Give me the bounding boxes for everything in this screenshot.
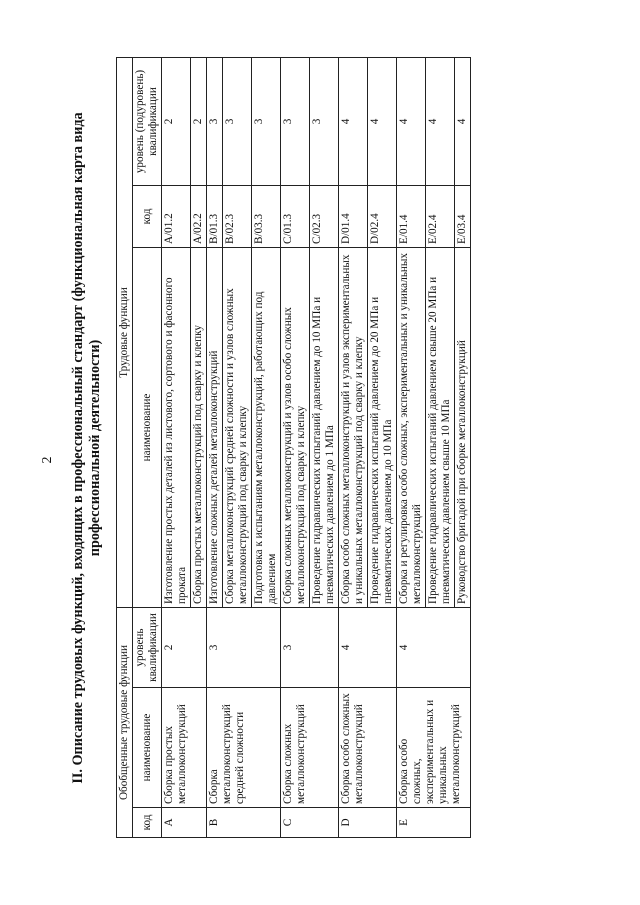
function-name: Проведение гидравлических испытаний давлением до 10 МПа и пневматических давлением до 1 МПа [310, 248, 339, 608]
function-sublevel: 4 [368, 58, 397, 186]
group-code: A [162, 808, 207, 838]
function-code: D/02.4 [368, 186, 397, 248]
function-code: D/01.4 [339, 186, 368, 248]
table-body [162, 58, 471, 838]
function-name: Сборка простых металлоконструкций под сварку и клепку [191, 248, 207, 608]
function-code: E/02.4 [426, 186, 455, 248]
function-name: Сборка особо сложных металлоконструкций и узлов экспериментальных и уникальных металлоконструкций под сварку и клепку [339, 248, 368, 608]
table-row [397, 58, 426, 838]
table-row [162, 58, 191, 838]
function-code: B/02.3 [223, 186, 252, 248]
functional-map-table [116, 57, 471, 838]
function-sublevel: 4 [455, 58, 471, 186]
page-number: 2 [40, 456, 55, 464]
group-code: B [207, 808, 281, 838]
table-row [207, 58, 223, 838]
group-name: Сборка особо сложных, экспериментальных и уникальных металлоконструкций [397, 688, 471, 808]
function-code: A/02.2 [191, 186, 207, 248]
function-sublevel: 2 [162, 58, 191, 186]
header-level: уровень квалификации [133, 608, 162, 688]
group-code: D [339, 808, 397, 838]
function-name: Подготовка к испытаниям металлоконструкций, работающих под давлением [252, 248, 281, 608]
group-name: Сборка особо сложных металлоконструкций [339, 688, 397, 808]
function-name: Сборка металлоконструкций средней сложности и узлов сложных металлоконструкций под сварку и клепку [223, 248, 252, 608]
header-function-code: код [133, 186, 162, 248]
function-sublevel: 3 [281, 58, 310, 186]
header-code: код [133, 808, 162, 838]
function-sublevel: 4 [426, 58, 455, 186]
table-row [281, 58, 310, 838]
function-sublevel: 3 [223, 58, 252, 186]
function-name: Руководство бригадой при сборке металлоконструкций [455, 248, 471, 608]
function-name: Сборка сложных металлоконструкций и узлов особо сложных металлоконструкций под сварку и клепку [281, 248, 310, 608]
header-labor: Трудовые функции [117, 58, 133, 608]
group-code: C [281, 808, 339, 838]
function-name: Проведение гидравлических испытаний давлением до 20 МПа и пневматических давлением до 10 МПа [368, 248, 397, 608]
function-name: Проведение гидравлических испытаний давлением свыше 20 МПа и пневматических давлением свыше 10 МПа [426, 248, 455, 608]
group-name: Сборка простых металлоконструкций [162, 688, 207, 808]
header-name: наименование [133, 688, 162, 808]
function-sublevel: 4 [339, 58, 368, 186]
group-level: 2 [162, 608, 207, 688]
function-name: Изготовление простых деталей из листового, сортового и фасонного проката [162, 248, 191, 608]
function-sublevel: 3 [310, 58, 339, 186]
function-name: Изготовление сложных деталей металлоконструкций [207, 248, 223, 608]
group-level: 3 [281, 608, 339, 688]
header-sublevel: уровень (подуровень) квалификации [133, 58, 162, 186]
function-code: B/01.3 [207, 186, 223, 248]
group-level: 4 [339, 608, 397, 688]
group-name: Сборка сложных металлоконструкций [281, 688, 339, 808]
group-level: 4 [397, 608, 471, 688]
function-name: Сборка и регулировка особо сложных, экспериментальных и уникальных металлоконструкций [397, 248, 426, 608]
group-level: 3 [207, 608, 281, 688]
table-row [339, 58, 368, 838]
function-code: E/03.4 [455, 186, 471, 248]
function-code: C/01.3 [281, 186, 310, 248]
group-code: E [397, 808, 471, 838]
function-code: A/01.2 [162, 186, 191, 248]
function-sublevel: 2 [191, 58, 207, 186]
header-function-name: наименование [133, 248, 162, 608]
function-code: C/02.3 [310, 186, 339, 248]
header-generalized: Обобщенные трудовые функции [117, 608, 133, 838]
function-sublevel: 4 [397, 58, 426, 186]
function-sublevel: 3 [207, 58, 223, 186]
section-title: II. Описание трудовых функций, входящих в профессиональный стандарт (функциональная карта вида профессиональной деятельности) [70, 112, 103, 784]
function-code: E/01.4 [397, 186, 426, 248]
function-code: B/03.3 [252, 186, 281, 248]
function-sublevel: 3 [252, 58, 281, 186]
group-name: Сборка металлоконструкций средней сложности [207, 688, 281, 808]
rotated-page-content [70, 58, 620, 838]
